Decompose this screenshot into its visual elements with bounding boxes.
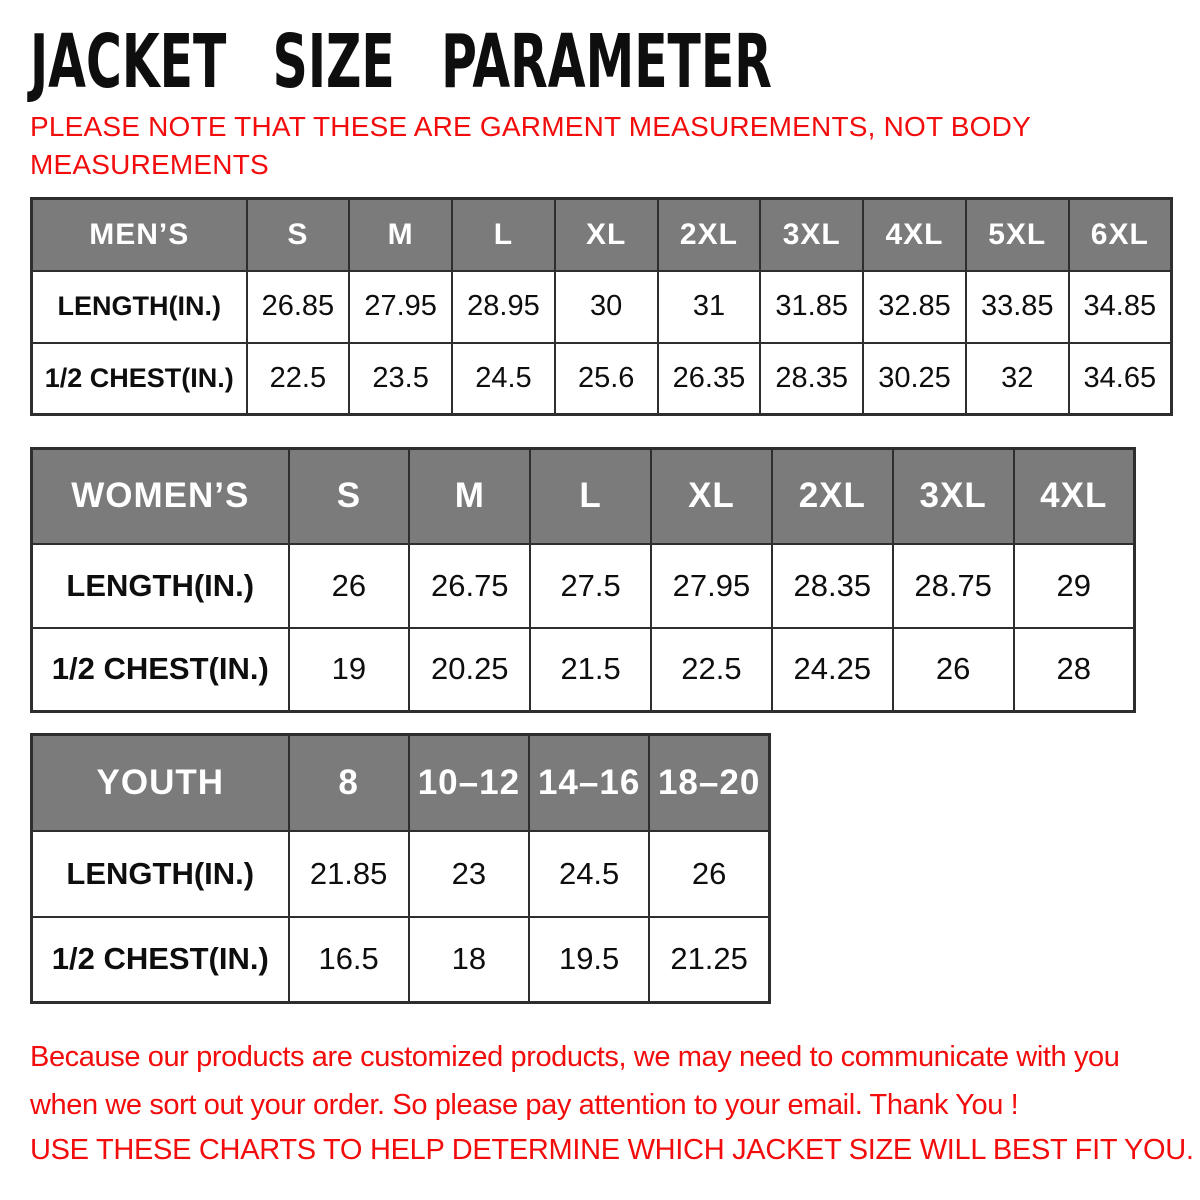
value-cell: 27.95: [349, 271, 452, 343]
value-cell: 21.25: [649, 917, 769, 1003]
size-header-cell: M: [349, 199, 452, 271]
size-header-cell: 8: [289, 735, 409, 831]
garment-measurement-note: [30, 108, 1031, 184]
value-cell: 28.95: [452, 271, 555, 343]
youth-size-table: [30, 733, 771, 1004]
table-row: [32, 343, 1172, 415]
table-name-cell: MEN’S: [32, 199, 247, 271]
row-label-cell: LENGTH(IN.): [32, 831, 289, 917]
value-cell: 26: [893, 628, 1014, 712]
womens-size-table: [30, 447, 1136, 713]
value-cell: 30: [555, 271, 658, 343]
value-cell: 33.85: [966, 271, 1069, 343]
custom-order-note: [30, 1033, 1120, 1129]
value-cell: 26.75: [409, 544, 530, 628]
value-cell: 19: [289, 628, 410, 712]
size-header-cell: 6XL: [1069, 199, 1172, 271]
value-cell: 24.25: [772, 628, 893, 712]
value-cell: 28.75: [893, 544, 1014, 628]
value-cell: 27.5: [530, 544, 651, 628]
table-row: [32, 544, 1135, 628]
table-name-cell: YOUTH: [32, 735, 289, 831]
table-row: [32, 831, 770, 917]
mens-size-table: [30, 197, 1173, 416]
page-title: JACKET SIZE PARAMETER: [30, 19, 772, 105]
size-header-cell: 3XL: [893, 449, 1014, 544]
usage-note: USE THESE CHARTS TO HELP DETERMINE WHICH JACKET SIZE WILL BEST FIT YOU.: [30, 1134, 1194, 1166]
size-header-cell: L: [452, 199, 555, 271]
size-header-cell: M: [409, 449, 530, 544]
note-line-1: PLEASE NOTE THAT THESE ARE GARMENT MEASUREMENTS, NOT BODY: [30, 111, 1031, 142]
size-header-cell: 4XL: [863, 199, 966, 271]
size-header-cell: 2XL: [658, 199, 761, 271]
value-cell: 31.85: [760, 271, 863, 343]
value-cell: 34.85: [1069, 271, 1172, 343]
size-header-cell: L: [530, 449, 651, 544]
size-header-cell: XL: [651, 449, 772, 544]
value-cell: 34.65: [1069, 343, 1172, 415]
value-cell: 20.25: [409, 628, 530, 712]
row-label-cell: 1/2 CHEST(IN.): [32, 628, 289, 712]
value-cell: 24.5: [452, 343, 555, 415]
note-line-2: MEASUREMENTS: [30, 149, 269, 180]
value-cell: 21.5: [530, 628, 651, 712]
value-cell: 28.35: [772, 544, 893, 628]
size-header-cell: XL: [555, 199, 658, 271]
row-label-cell: LENGTH(IN.): [32, 544, 289, 628]
value-cell: 26: [289, 544, 410, 628]
table-row: [32, 628, 1135, 712]
value-cell: 28.35: [760, 343, 863, 415]
value-cell: 19.5: [529, 917, 649, 1003]
size-header-cell: 18–20: [649, 735, 769, 831]
value-cell: 31: [658, 271, 761, 343]
size-header-cell: 4XL: [1014, 449, 1135, 544]
custom-order-note-line-2: when we sort out your order. So please pay attention to your email. Thank You !: [30, 1089, 1019, 1121]
size-header-cell: S: [247, 199, 350, 271]
row-label-cell: LENGTH(IN.): [32, 271, 247, 343]
row-label-cell: 1/2 CHEST(IN.): [32, 343, 247, 415]
value-cell: 22.5: [247, 343, 350, 415]
value-cell: 30.25: [863, 343, 966, 415]
size-header-cell: S: [289, 449, 410, 544]
size-header-cell: 3XL: [760, 199, 863, 271]
table-name-cell: WOMEN’S: [32, 449, 289, 544]
value-cell: 32: [966, 343, 1069, 415]
custom-order-note-line-1: Because our products are customized products, we may need to communicate with you: [30, 1041, 1120, 1073]
value-cell: 26: [649, 831, 769, 917]
value-cell: 24.5: [529, 831, 649, 917]
size-header-cell: 5XL: [966, 199, 1069, 271]
value-cell: 25.6: [555, 343, 658, 415]
table-row: [32, 271, 1172, 343]
value-cell: 26.85: [247, 271, 350, 343]
value-cell: 23.5: [349, 343, 452, 415]
value-cell: 28: [1014, 628, 1135, 712]
value-cell: 22.5: [651, 628, 772, 712]
size-header-cell: 10–12: [409, 735, 529, 831]
size-header-cell: 14–16: [529, 735, 649, 831]
table-row: [32, 917, 770, 1003]
value-cell: 27.95: [651, 544, 772, 628]
value-cell: 21.85: [289, 831, 409, 917]
value-cell: 32.85: [863, 271, 966, 343]
value-cell: 23: [409, 831, 529, 917]
size-header-cell: 2XL: [772, 449, 893, 544]
value-cell: 18: [409, 917, 529, 1003]
row-label-cell: 1/2 CHEST(IN.): [32, 917, 289, 1003]
value-cell: 26.35: [658, 343, 761, 415]
value-cell: 16.5: [289, 917, 409, 1003]
value-cell: 29: [1014, 544, 1135, 628]
